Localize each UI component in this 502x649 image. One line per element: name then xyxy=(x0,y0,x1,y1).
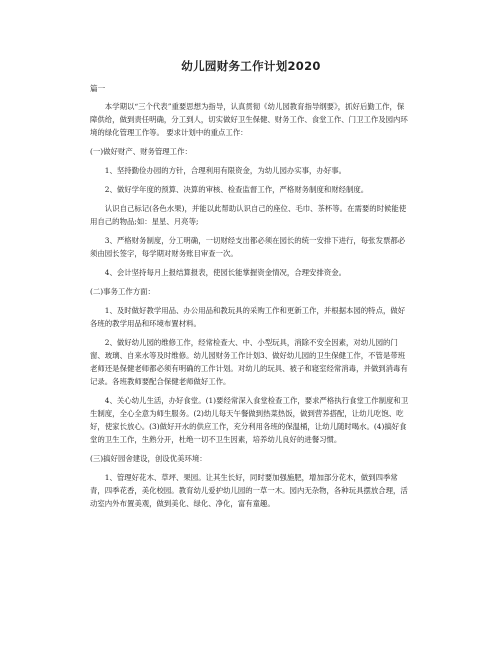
paragraph-item: 3、严格财务制度，分工明确，一切财经支出都必须在园长的统一安排下进行，每张发票都必须由园长签字，每学期对财务账目审查一次。 xyxy=(90,236,406,258)
paragraph-intro: 本学期以“三个代表”重要思想为指导，认真贯彻《幼儿园教育指导纲要》，抓好后勤工作，保障供给，做到责任明确，分工到人，切实做好卫生保健、财务工作、食堂工作、门卫工作及园内环境的绿化管理工作等。 要求计划中的重点工作： xyxy=(90,102,408,137)
paragraph-item: 4、会计坚持每月上报结算报表，使园长能掌握资金情况，合理安排资金。 xyxy=(104,268,347,277)
paragraph-item: 2、做好学年度的预算、决算的审核、检查监督工作，严格财务制度和财经制度。 xyxy=(104,185,369,194)
paragraph-item: 1、坚持勤俭办园的方针，合理利用有限资金，为幼儿园办实事，办好事。 xyxy=(104,166,347,175)
paragraph-item: 1、及时做好教学用品、办公用品和教玩具的采购工作和更新工作，并根据本园的特点，做好各班的教学用品和环境布置材料。 xyxy=(90,306,406,328)
section-heading-campus: (三)搞好园舍建设，创设优美环境： xyxy=(90,454,207,463)
section-heading-finance: (一)做好财产、财务管理工作： xyxy=(90,147,192,156)
section-heading-affairs: (二)事务工作方面： xyxy=(90,287,155,296)
document-body xyxy=(90,100,410,516)
paragraph-item: 4、关心幼儿生活，办好食堂。(1)要经常深入食堂检查工作，要求严格执行食堂工作制度和卫生制度，全心全意为师生服务。(2)幼儿每天午餐做到热菜热饭，做到营养搭配，让幼儿吃饱、吃好，使家长放心。(3)做好开水的供应工作，充分利用各班的保温桶，让幼儿随时喝水。(4)搞好食堂的卫生工作，生熟分开，杜绝一切不卫生因素，培养幼儿良好的进餐习惯。 xyxy=(90,396,409,444)
paragraph-item: 1、管理好花木、草坪、果园。让其生长好，同时要加强施肥，增加部分花木，做到四季常青，四季花香，美化校园。教育幼儿爱护幼儿园的一草一木。园内无杂物，各种玩具摆放合理，活动室内外布置美观，做到美化、绿化、净化，富有童趣。 xyxy=(90,473,408,508)
paragraph-item: 2、做好幼儿园的维修工作，经常检查大、中、小型玩具，消除不安全因素，对幼儿园的门窗、玻璃、自来水等及时维修。幼儿园财务工作计划3、做好幼儿园的卫生保健工作，不管是带班老师还是保健老师都必须有明确的工作计划。对幼儿的玩具、被子和寝室经常消毒，并做到消毒有记录。各班教师要配合保健老师做好工作。 xyxy=(90,338,408,386)
paragraph-item: 认识自己标记(各色水果)，并能以此帮助认识自己的座位、毛巾、茶杯等。在需要的时候能使用自己的物品;如：星星、月亮等; xyxy=(90,204,407,226)
document-title: 幼儿园财务工作计划2020 xyxy=(181,59,321,73)
document-subtitle: 篇一 xyxy=(90,84,106,93)
